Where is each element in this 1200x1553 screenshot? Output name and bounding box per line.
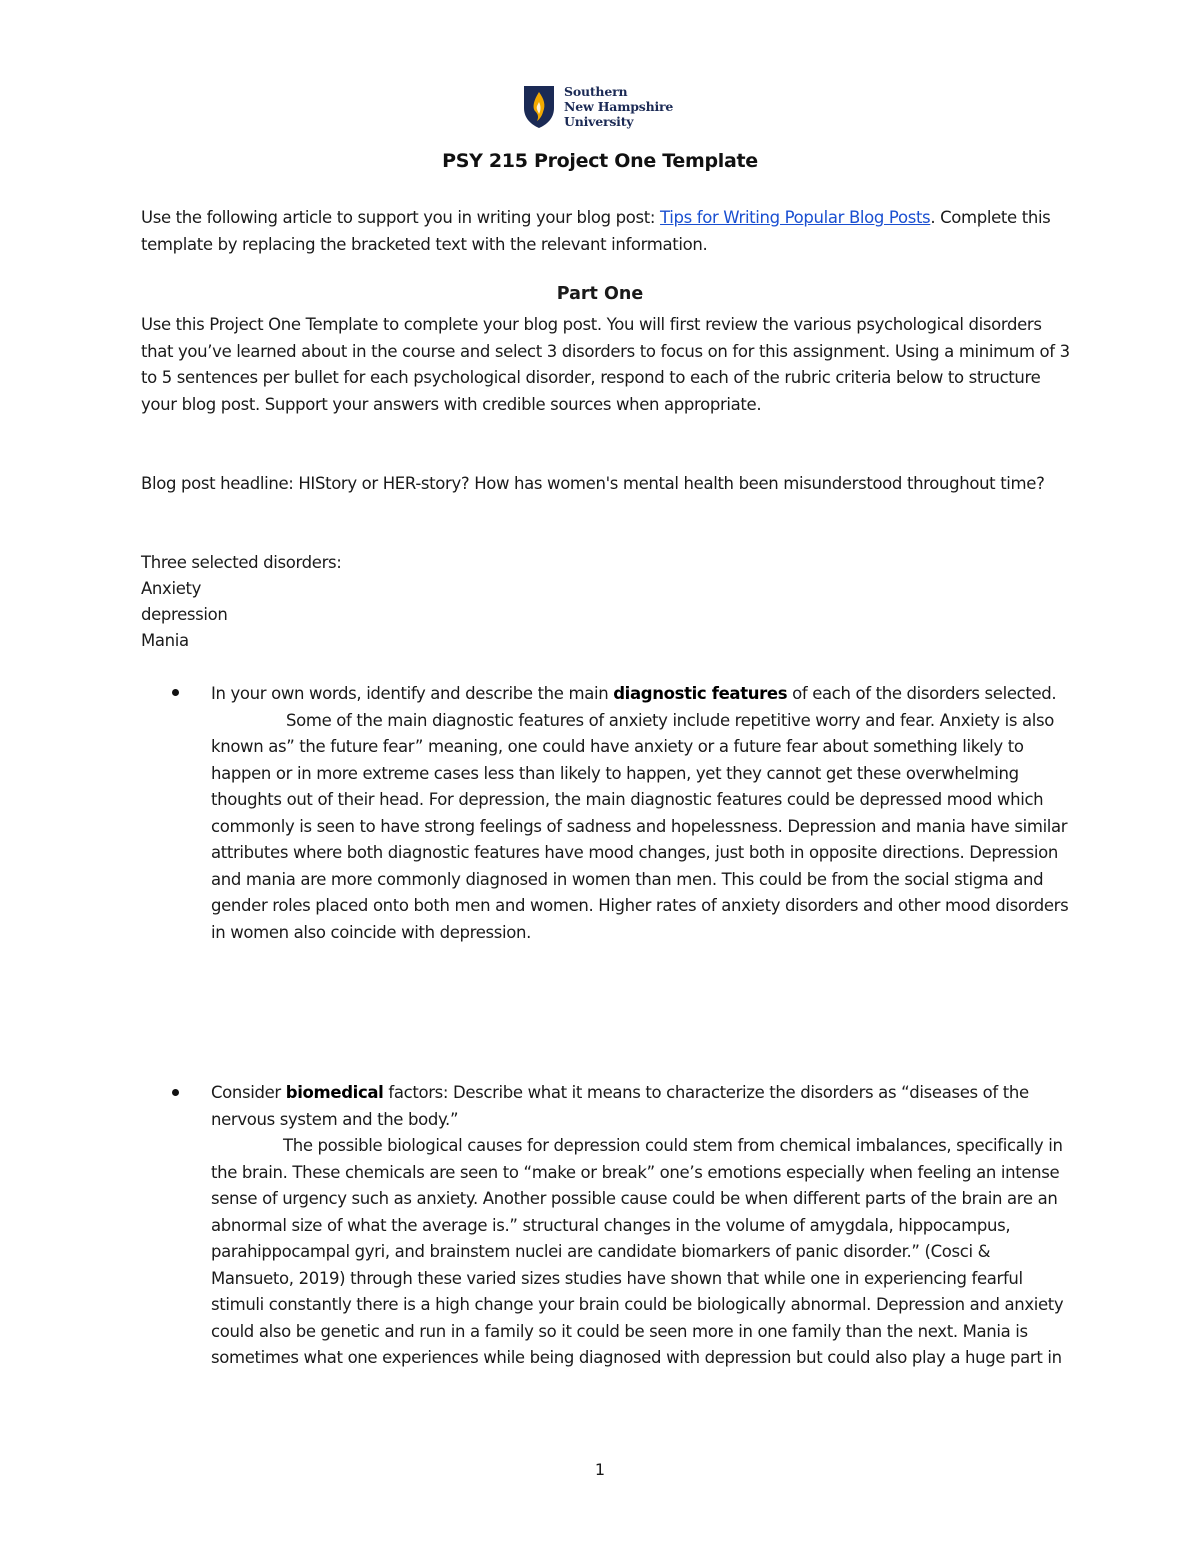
document-title: PSY 215 Project One Template (442, 150, 758, 172)
logo-line-3: University (564, 114, 634, 129)
logo-line-2: New Hampshire (564, 99, 674, 114)
disorders-label: Three selected disorders: (141, 553, 342, 572)
disorder-item: depression (141, 605, 228, 624)
bullet-answer: The possible biological causes for depression could stem from chemical imbalances, specifically in the brain. These chemicals are seen to “make or break” one’s emotions especially when feeling an intense sense of urgency such as anxiety. Another possible cause could be when different parts of the brain are an abnormal size of what the average is.” structural changes in the volume of amygdala, hippocampus, parahippocampal gyri, and brainstem nuclei are candidate biomarkers of panic disorder.” (Cosci & Mansueto, 2019) through these varied sizes studies have shown that while one in experiencing fearful stimuli constantly there is a high change your brain could be biologically abnormal. Depression and anxiety could also be genetic and run in a family so it could be seen more in one family than the next. Mania is sometimes what one experiences while being diagnosed with depression but could also play a huge part in (211, 1136, 1064, 1367)
page-number: 1 (594, 1460, 606, 1479)
logo-line-1: Southern (564, 84, 628, 99)
prompt-text: In your own words, identify and describe the main (211, 684, 614, 703)
biomedical-factors-bullet (211, 1080, 1071, 1372)
disorder-item: Anxiety (141, 579, 202, 598)
bullet-answer: Some of the main diagnostic features of anxiety include repetitive worry and fear. Anxiety is also known as” the future fear” meaning, one could have anxiety or a future fear about something likely to happen or in more extreme cases less than likely to happen, yet they cannot get these overwhelming thoughts out of their head. For depression, the main diagnostic features could be depressed mood which commonly is seen to have strong feelings of sadness and hopelessness. Depression and mania have similar attributes where both diagnostic features have mood changes, just both in opposite directions. Depression and mania are more commonly diagnosed in women than men. This could be from the social stigma and gender roles placed onto both men and women. Higher rates of anxiety disorders and other mood disorders in women also coincide with depression. (211, 710, 1069, 942)
prompt-text: of each of the disorders selected. (787, 684, 1057, 703)
part-one-paragraph: Use this Project One Template to complete your blog post. You will first review the various psychological disorders that you’ve learned about in the course and select 3 disorders to focus on for this assignment. Using a minimum of 3 to 5 sentences per bullet for each psychological disorder, respond to each of the rubric criteria below to structure your blog post. Support your answers with credible sources when appropriate. (141, 315, 1070, 414)
intro-text-before: Use the following article to support you in writing your blog post: (141, 208, 661, 227)
university-logo (522, 84, 702, 134)
tips-article-link[interactable]: Tips for Writing Popular Blog Posts (660, 208, 931, 227)
university-name (564, 84, 673, 129)
prompt-text: factors: Describe what it means to characterize the disorders as “diseases of the nervous system and the body.” (211, 1083, 1029, 1129)
part-one-heading: Part One (556, 284, 644, 304)
prompt-text: Consider (211, 1083, 286, 1102)
bullet-prompt (211, 681, 1071, 708)
blog-headline: Blog post headline: HIStory or HER-story? How has women's mental health been misunderstood throughout time? (141, 474, 1045, 493)
disorder-item: Mania (141, 631, 189, 650)
bullet-icon (172, 689, 179, 696)
prompt-emphasis: biomedical (285, 1083, 384, 1102)
prompt-emphasis: diagnostic features (613, 684, 788, 703)
bullet-icon (172, 1089, 179, 1096)
diagnostic-features-bullet (211, 681, 1071, 946)
bullet-prompt (211, 1080, 1071, 1133)
intro-paragraph (141, 205, 1071, 258)
shield-flame-icon (522, 84, 556, 130)
intro-text-after: . Complete this template by replacing the bracketed text with the relevant information. (141, 208, 1051, 254)
